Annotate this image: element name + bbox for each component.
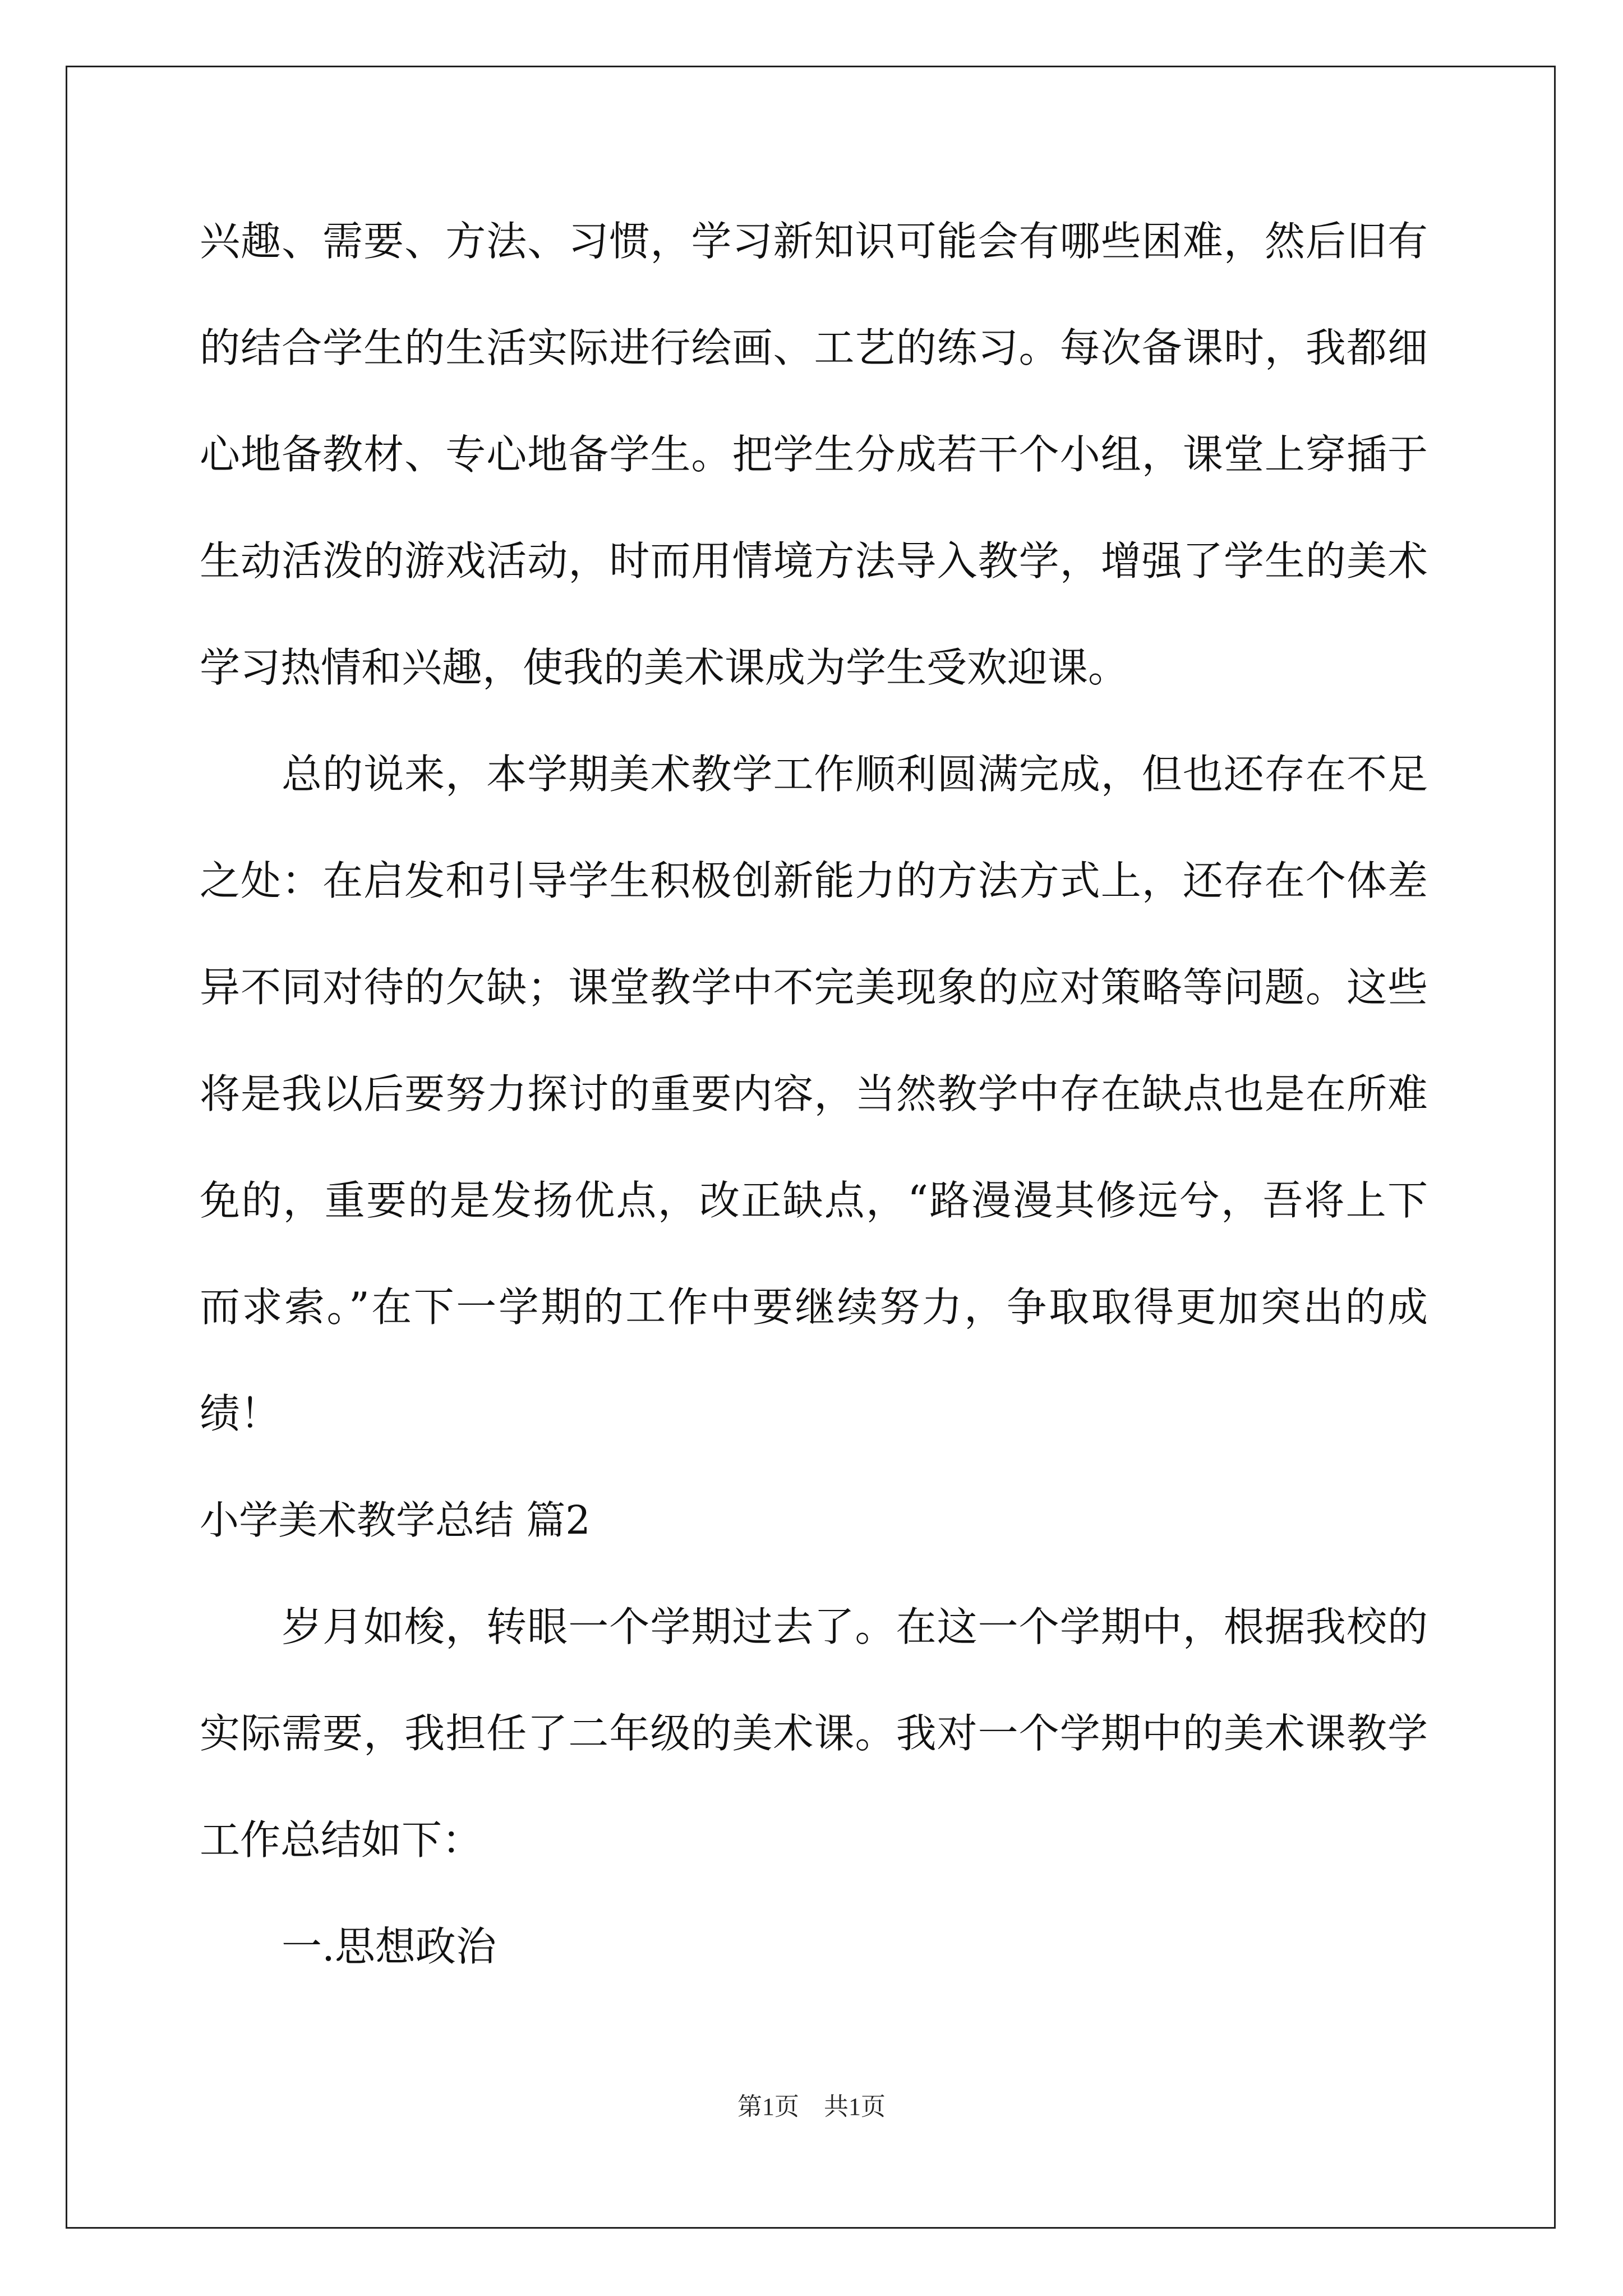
document-body [200,213,1428,2025]
section-heading: 小学美术教学总结 篇2 [200,1497,591,1543]
text-line: 免的，重要的是发扬优点，改正缺点，“路漫漫其修远兮，吾将上下 [200,1177,1428,1224]
subsection-heading: 一.思想政治 [282,1923,496,1970]
text-line: 实际需要，我担任了二年级的美术课。我对一个学期中的美术课教学 [200,1710,1428,1757]
text-line: 学习热情和兴趣，使我的美术课成为学生受欢迎课。 [200,644,1129,691]
text-line: 工作总结如下： [200,1816,483,1864]
text-line: 生动活泼的游戏活动，时而用情境方法导入教学，增强了学生的美术 [200,537,1428,585]
text-line: 将是我以后要努力探讨的重要内容，当然教学中存在缺点也是在所难 [200,1070,1428,1117]
text-line: 心地备教材、专心地备学生。把学生分成若干个小组，课堂上穿插于 [200,431,1428,478]
text-line: 的结合学生的生活实际进行绘画、工艺的练习。每次备课时，我都细 [200,324,1428,371]
text-line: 而求索。”在下一学期的工作中要继续努力，争取取得更加突出的成 [200,1283,1428,1331]
page-footer: 第1页 共1页 [737,2093,886,2120]
text-line: 绩！ [200,1390,281,1437]
text-line: 总的说来，本学期美术教学工作顺利圆满完成，但也还存在不足 [282,751,1428,798]
text-line: 岁月如梭，转眼一个学期过去了。在这一个学期中，根据我校的 [282,1603,1428,1650]
text-line: 异不同对待的欠缺；课堂教学中不完美现象的应对策略等问题。这些 [200,964,1428,1011]
text-line: 之处：在启发和引导学生积极创新能力的方法方式上，还存在个体差 [200,857,1428,904]
text-line: 兴趣、需要、方法、习惯，学习新知识可能会有哪些困难，然后旧有 [200,218,1428,265]
